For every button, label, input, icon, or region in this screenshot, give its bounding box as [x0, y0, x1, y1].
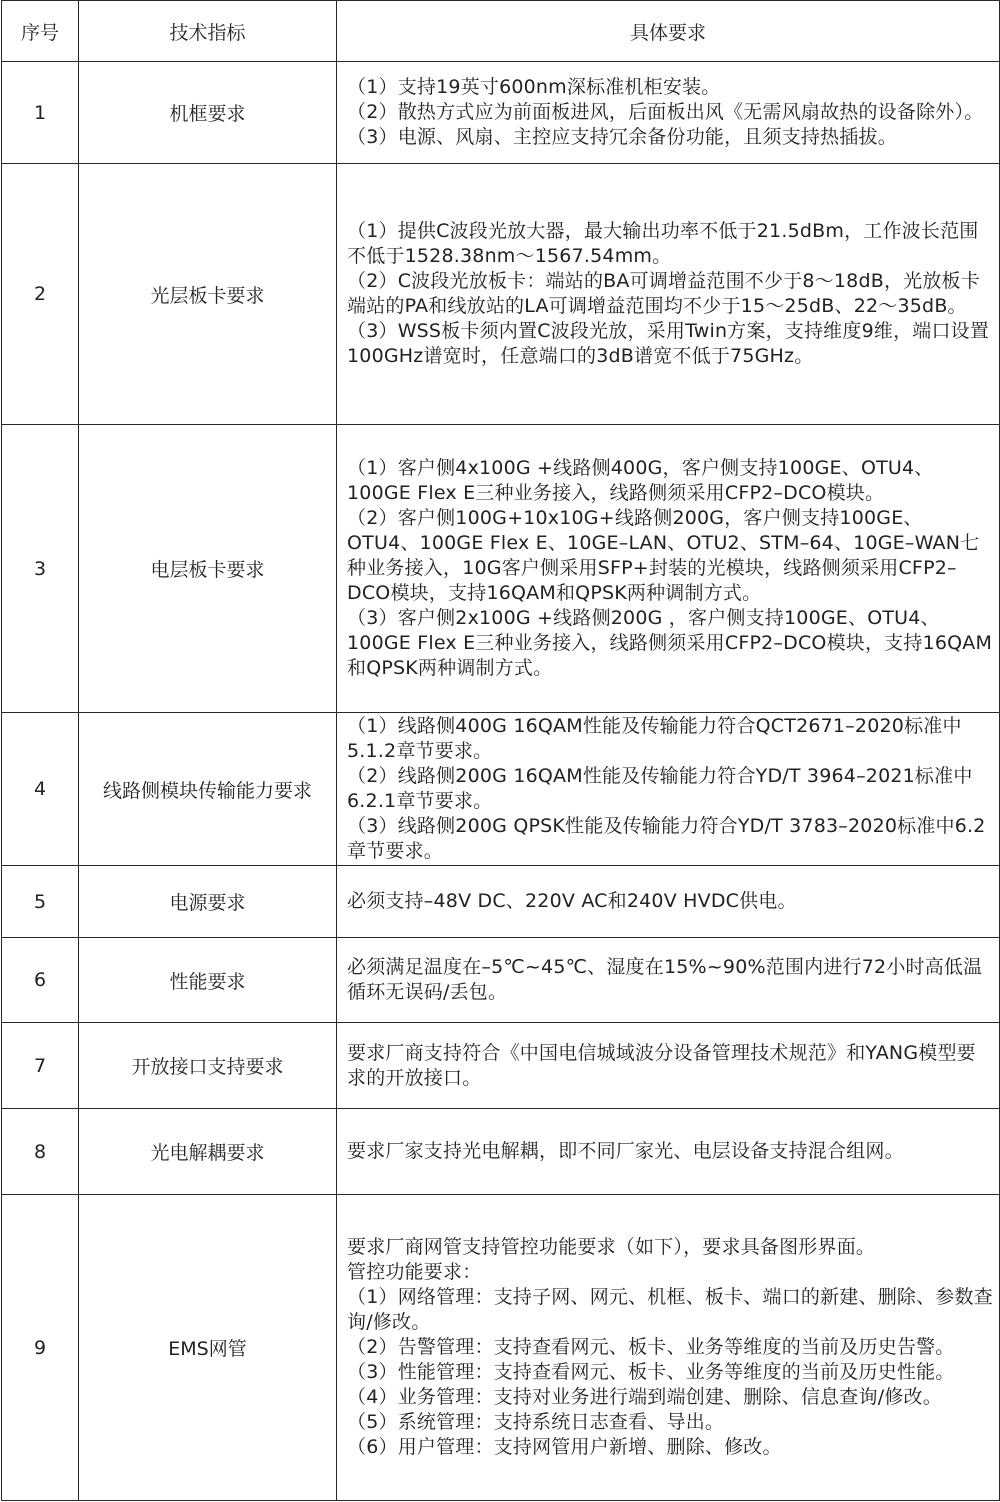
row-indicator: 开放接口支持要求 — [79, 1023, 337, 1109]
row-number: 1 — [2, 62, 79, 164]
requirement-line: （4）业务管理：支持对业务进行端到端创建、删除、信息查询/修改。 — [347, 1386, 942, 1408]
table-row — [2, 866, 1000, 938]
requirement-line: （6）用户管理：支持网管用户新增、删除、修改。 — [347, 1436, 782, 1458]
row-indicator: 光层板卡要求 — [79, 164, 337, 425]
requirement-line: 必须满足温度在–5℃~45℃、湿度在15%~90%范围内进行72小时高低温循环无误码/丢包。 — [347, 956, 983, 1003]
row-indicator: 线路侧模块传输能力要求 — [79, 713, 337, 866]
table-row — [2, 938, 1000, 1023]
row-number: 8 — [2, 1109, 79, 1195]
requirement-line: （3）线路侧200G QPSK性能及传输能力符合YD/T 3783–2020标准中6.2章节要求。 — [347, 815, 986, 862]
table-row — [2, 1195, 1000, 1501]
requirement-line: （1）客户侧4x100G +线路侧400G，客户侧支持100GE、OTU4、100GE Flex E三种业务接入，线路侧须采用CFP2–DCO模块。 — [347, 457, 934, 504]
requirement-line: （1）提供C波段光放大器，最大输出功率不低于21.5dBm，工作波长范围不低于1528.38nm～1567.54mm。 — [347, 220, 979, 267]
row-requirement — [337, 164, 1000, 425]
row-number: 5 — [2, 866, 79, 938]
row-indicator: 机框要求 — [79, 62, 337, 164]
row-number: 6 — [2, 938, 79, 1023]
row-number: 9 — [2, 1195, 79, 1501]
table-row — [2, 1109, 1000, 1195]
requirement-line: 管控功能要求： — [347, 1261, 482, 1283]
row-indicator: 电层板卡要求 — [79, 425, 337, 713]
requirement-line: （2）告警管理：支持查看网元、板卡、业务等维度的当前及历史告警。 — [347, 1336, 955, 1358]
requirement-line: （3）WSS板卡须内置C波段光放，采用Twin方案，支持维度9维，端口设置100GHz谱宽时，任意端口的3dB谱宽不低于75GHz。 — [347, 320, 990, 367]
header-requirement: 具体要求 — [337, 1, 1000, 62]
row-indicator: EMS网管 — [79, 1195, 337, 1501]
requirement-line: 要求厂商网管支持管控功能要求（如下），要求具备图形界面。 — [347, 1236, 876, 1258]
row-requirement — [337, 425, 1000, 713]
requirement-line: 要求厂商支持符合《中国电信城域波分设备管理技术规范》和YANG模型要求的开放接口。 — [347, 1041, 976, 1089]
requirement-line: 必须支持–48V DC、220V AC和240V HVDC供电。 — [347, 890, 797, 912]
row-indicator: 光电解耦要求 — [79, 1109, 337, 1195]
header-row — [2, 1, 1000, 62]
row-requirement — [337, 1109, 1000, 1195]
header-indicator: 技术指标 — [79, 1, 337, 62]
table-row — [2, 425, 1000, 713]
row-requirement — [337, 62, 1000, 164]
row-number: 4 — [2, 713, 79, 866]
header-seq: 序号 — [2, 1, 79, 62]
row-number: 7 — [2, 1023, 79, 1109]
row-requirement — [337, 713, 1000, 866]
requirement-line: （1）线路侧400G 16QAM性能及传输能力符合QCT2671–2020标准中5.1.2章节要求。 — [347, 715, 962, 762]
requirement-line: （2）客户侧100G+10x10G+线路侧200G，客户侧支持100GE、OTU4、100GE Flex E、10GE–LAN、OTU2、STM–64、10GE–WAN七种业务接入，10G客户侧采用SFP+封装的光模块，线路侧须采用CFP2–DCO模块，支持16QAM和QPSK两种调制方式。 — [347, 507, 980, 604]
row-number: 2 — [2, 164, 79, 425]
requirement-line: （3）性能管理：支持查看网元、板卡、业务等维度的当前及历史性能。 — [347, 1361, 955, 1383]
table-row — [2, 164, 1000, 425]
requirement-line: （2）C波段光放板卡：端站的BA可调增益范围不少于8～18dB，光放板卡端站的PA和线放站的LA可调增益范围均不少于15～25dB、22～35dB。 — [347, 270, 980, 317]
row-requirement — [337, 866, 1000, 938]
requirement-line: （2）线路侧200G 16QAM性能及传输能力符合YD/T 3964–2021标准中6.2.1章节要求。 — [347, 765, 973, 812]
table-row — [2, 62, 1000, 164]
requirements-table — [1, 0, 1000, 1501]
table-row — [2, 1023, 1000, 1109]
row-indicator: 性能要求 — [79, 938, 337, 1023]
requirement-line: （1）支持19英寸600nm深标准机柜安装。 — [347, 76, 721, 98]
row-indicator: 电源要求 — [79, 866, 337, 938]
requirement-line: （2）散热方式应为前面板进风，后面板出风《无需风扇故热的设备除外）。 — [347, 101, 984, 123]
row-requirement — [337, 1023, 1000, 1109]
row-requirement — [337, 1195, 1000, 1501]
table-row — [2, 713, 1000, 866]
row-number: 3 — [2, 425, 79, 713]
requirement-line: （3）客户侧2x100G +线路侧200G ，客户侧支持100GE、OTU4、100GE Flex E三种业务接入，线路侧须采用CFP2–DCO模块，支持16QAM和QPSK两种调制方式。 — [347, 607, 993, 679]
row-requirement — [337, 938, 1000, 1023]
requirement-line: （5）系统管理：支持系统日志查看、导出。 — [347, 1411, 725, 1433]
requirement-line: （1）网络管理：支持子网、网元、机框、板卡、端口的新建、删除、参数查询/修改。 — [347, 1286, 993, 1333]
requirement-line: （3）电源、风扇、主控应支持冗余备份功能，且须支持热插拔。 — [347, 126, 897, 148]
requirement-line: 要求厂家支持光电解耦，即不同厂家光、电层设备支持混合组网。 — [347, 1140, 904, 1162]
